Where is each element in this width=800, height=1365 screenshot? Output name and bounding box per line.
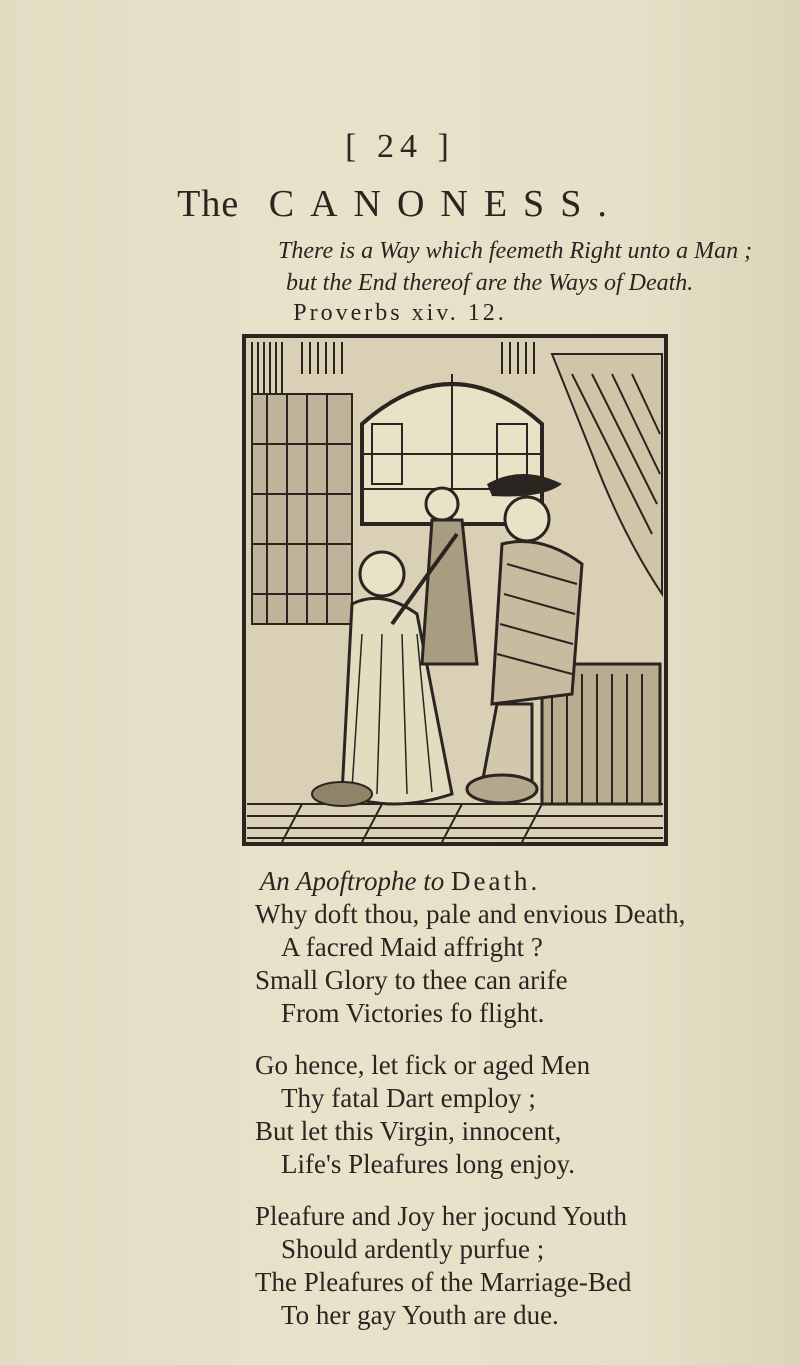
- poem-line: Should ardently purfue ;: [281, 1234, 545, 1264]
- poem-line: Thy fatal Dart employ ;: [281, 1083, 536, 1113]
- poem-line: Pleafure and Joy her jocund Youth: [255, 1201, 627, 1231]
- poem-title-caps: Death.: [451, 866, 541, 896]
- woodcut-illustration-icon: [242, 334, 668, 846]
- stanza-2: [255, 1049, 795, 1181]
- page-number: [ 24 ]: [345, 128, 455, 165]
- poem-line: Life's Pleafures long enjoy.: [281, 1149, 576, 1179]
- epigraph-line-1: There is a Way which feemeth Right unto a Man ;: [278, 238, 753, 264]
- poem-line: To her gay Youth are due.: [281, 1300, 559, 1330]
- poem-line: A facred Maid affright ?: [281, 932, 543, 962]
- title-article: The: [177, 183, 240, 225]
- poem-line: From Victories fo flight.: [281, 998, 545, 1028]
- epigraph-line-2: but the End thereof are the Ways of Death.: [286, 270, 694, 296]
- poem-line: Small Glory to thee can arife: [255, 965, 568, 995]
- page-title: [0, 182, 800, 226]
- epigraph-source: Proverbs xiv. 12.: [293, 300, 507, 326]
- poem-body: [255, 898, 795, 1351]
- poem-line: But let this Virgin, innocent,: [255, 1116, 562, 1146]
- title-main: CANONESS.: [268, 183, 623, 225]
- poem-line: Why doft thou, pale and envious Death,: [255, 899, 686, 929]
- stanza-3: [255, 1200, 795, 1332]
- stanza-1: [255, 898, 795, 1030]
- poem-title: [0, 866, 800, 897]
- poem-line: Go hence, let fick or aged Men: [255, 1050, 591, 1080]
- poem-title-italic: An Apoftrophe to: [259, 866, 445, 896]
- poem-line: The Pleafures of the Marriage-Bed: [255, 1267, 632, 1297]
